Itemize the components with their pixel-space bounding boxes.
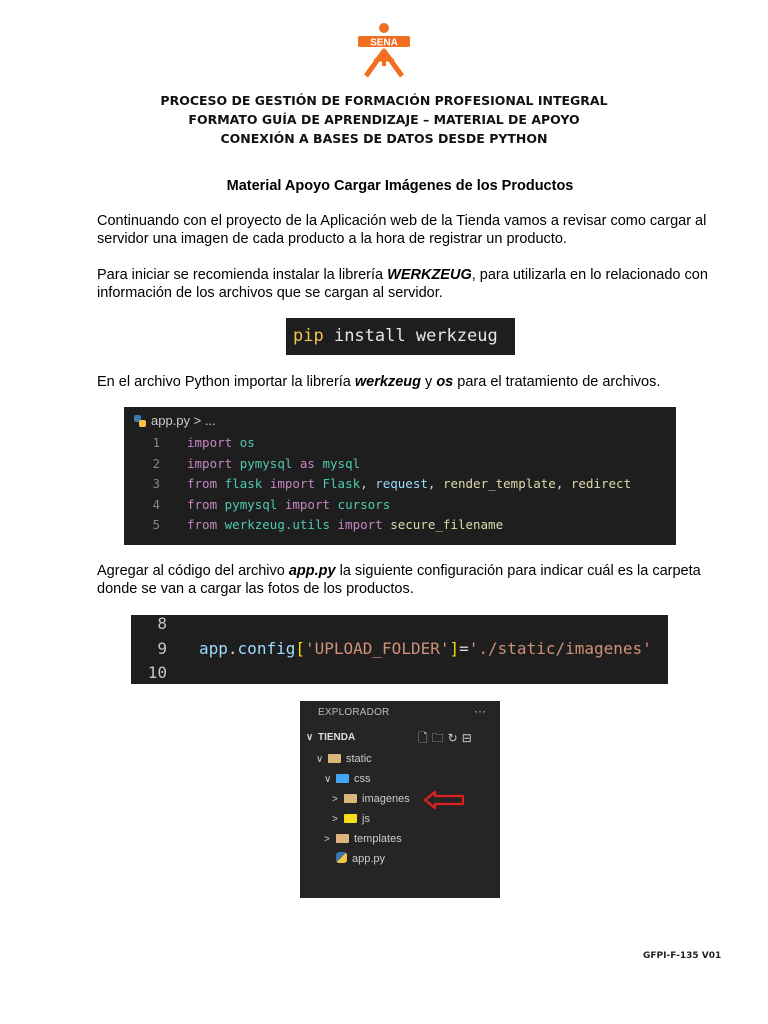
- code-token: render_template: [442, 476, 556, 491]
- code-token: import: [284, 496, 331, 512]
- line-number: 10: [147, 663, 167, 682]
- chevron-right-icon: >: [332, 814, 338, 825]
- chevron-right-icon: >: [324, 834, 330, 845]
- form-code: GFPI-F-135 V01: [643, 951, 722, 961]
- code-token: secure_filename: [390, 517, 504, 532]
- code-token: flask: [224, 476, 263, 491]
- code-token: ,: [360, 476, 376, 491]
- explorer-toolbar: [418, 729, 476, 750]
- code-line: [124, 433, 255, 453]
- code-token: .: [227, 638, 238, 658]
- line-number: 3: [152, 476, 160, 491]
- line-number: 8: [157, 615, 167, 633]
- root-label: TIENDA: [318, 732, 356, 743]
- code-token: 'UPLOAD_FOLDER': [304, 638, 450, 658]
- paragraph-import: [97, 373, 737, 391]
- line-number: 5: [152, 517, 160, 532]
- folder-icon: [344, 814, 357, 823]
- header-line-1: PROCESO DE GESTIÓN DE FORMACIÓN PROFESIONAL INTEGRAL: [160, 93, 608, 108]
- para2-before: Para iniciar se recomienda instalar la librería: [97, 267, 388, 283]
- tree-item-css[interactable]: [324, 769, 371, 789]
- terminal-cmd: pip: [293, 326, 324, 346]
- code-token: werkzeug.utils: [224, 517, 330, 532]
- para4-emphasis: app.py: [288, 563, 336, 579]
- code-token: [232, 435, 240, 450]
- tree-item-imagenes[interactable]: [332, 789, 410, 809]
- red-arrow-icon: [423, 790, 465, 810]
- code-line: [124, 515, 503, 535]
- para2-after: , para utilizarla en lo relacionado con información de los archivos que se cargan al servidor.: [97, 267, 708, 301]
- header-line-2: FORMATO GUÍA DE APRENDIZAJE – MATERIAL DE APOYO: [188, 112, 580, 127]
- line-number: 2: [152, 455, 160, 471]
- code-line: [131, 615, 199, 636]
- code-token: './static/imagenes': [468, 638, 652, 658]
- para3-emphasis-1: werkzeug: [354, 374, 421, 390]
- tree-item-label: imagenes: [362, 793, 410, 805]
- terminal-args: install werkzeug: [323, 326, 498, 346]
- paragraph-intro: Continuando con el proyecto de la Aplicación web de la Tienda vamos a revisar como cargar al servidor una imagen de cada producto a la hora de registrar un producto.: [97, 213, 707, 247]
- para3-before: En el archivo Python importar la librería: [97, 374, 355, 390]
- tree-item-js[interactable]: [332, 809, 370, 829]
- code-token: import: [187, 455, 233, 471]
- para3-mid: y: [421, 374, 437, 390]
- code-line: [124, 474, 631, 494]
- folder-icon: [344, 794, 357, 803]
- code-token: [217, 476, 225, 491]
- breadcrumb: [134, 413, 216, 428]
- code-token: [292, 456, 300, 471]
- breadcrumb-text: app.py > ...: [151, 413, 216, 428]
- para4-after: la siguiente configuración para indicar cuál es la carpeta donde se van a cargar las fotos de los productos.: [97, 563, 701, 597]
- explorer-root[interactable]: [306, 732, 355, 743]
- tree-item-static[interactable]: [316, 749, 372, 769]
- new-file-icon[interactable]: 🗋: [418, 731, 432, 745]
- code-token: os: [239, 435, 255, 450]
- line-number: 1: [152, 435, 160, 450]
- tree-item-label: templates: [354, 833, 402, 845]
- code-token: ,: [555, 476, 571, 491]
- chevron-down-icon: ∨: [316, 754, 324, 765]
- chevron-right-icon: >: [332, 794, 338, 805]
- tree-item-templates[interactable]: [324, 829, 402, 849]
- explorer-title: EXPLORADOR: [318, 707, 390, 718]
- refresh-icon[interactable]: ↻: [447, 731, 462, 745]
- document-title: Material Apoyo Cargar Imágenes de los Productos: [226, 178, 574, 194]
- code-token: request: [375, 476, 428, 491]
- header-line-3: CONEXIÓN A BASES DE DATOS DESDE PYTHON: [220, 131, 548, 146]
- code-token: app: [199, 638, 228, 658]
- para3-emphasis-2: os: [436, 374, 454, 390]
- code-token: =: [459, 638, 469, 658]
- line-number: 9: [157, 638, 167, 658]
- code-token: import: [269, 476, 315, 491]
- code-token: from: [187, 517, 218, 532]
- tree-item-label: static: [346, 753, 372, 765]
- folder-icon: [336, 774, 349, 783]
- code-token: pymysql: [224, 496, 278, 512]
- python-file-icon: [336, 852, 347, 863]
- code-token: [: [295, 638, 305, 658]
- para4-before: Agregar al código del archivo: [97, 563, 289, 579]
- para2-emphasis: WERKZEUG: [387, 267, 472, 283]
- new-folder-icon[interactable]: 🗀: [431, 731, 448, 745]
- chevron-down-icon: ∨: [324, 774, 332, 785]
- code-token: as: [299, 455, 315, 471]
- code-token: [262, 476, 270, 491]
- sena-logo: [352, 22, 416, 80]
- chevron-down-icon: ∨: [306, 732, 314, 743]
- code-token: [315, 456, 323, 471]
- terminal-command: [286, 318, 515, 355]
- tree-item-app-py[interactable]: [324, 849, 385, 869]
- paragraph-config: [97, 562, 737, 598]
- code-token: from: [187, 496, 218, 512]
- logo-text: SENA: [370, 37, 398, 49]
- code-token: [277, 497, 285, 512]
- code-token: redirect: [570, 476, 632, 491]
- line-number: 4: [152, 496, 160, 512]
- code-token: config: [237, 638, 296, 658]
- code-token: [330, 517, 338, 532]
- code-token: cursors: [337, 496, 391, 512]
- code-token: [315, 476, 323, 491]
- code-line: [131, 661, 199, 684]
- tree-item-label: js: [362, 813, 370, 825]
- code-token: [330, 497, 338, 512]
- code-token: import: [337, 517, 383, 532]
- file-explorer: [300, 701, 500, 898]
- code-token: import: [187, 435, 233, 450]
- code-token: ,: [427, 476, 443, 491]
- code-token: [232, 456, 240, 471]
- code-line: [124, 495, 390, 515]
- code-token: mysql: [322, 455, 361, 471]
- code-editor-imports: [124, 407, 676, 545]
- more-actions-icon[interactable]: ···: [474, 704, 486, 718]
- code-token: [217, 497, 225, 512]
- collapse-all-icon[interactable]: ⊟: [461, 731, 476, 745]
- code-line: [131, 637, 652, 661]
- tree-item-label: css: [354, 773, 371, 785]
- code-token: [217, 517, 225, 532]
- paragraph-install: [97, 266, 737, 302]
- para3-after: para el tratamiento de archivos.: [453, 374, 661, 390]
- code-token: ]: [449, 638, 460, 658]
- code-line: [124, 454, 360, 474]
- folder-icon: [336, 834, 349, 843]
- python-icon: [134, 415, 146, 427]
- tree-item-label: app.py: [352, 853, 386, 865]
- code-token: pymysql: [239, 455, 293, 471]
- code-editor-config: [131, 615, 668, 684]
- code-token: from: [187, 476, 218, 491]
- code-token: Flask: [322, 476, 361, 491]
- folder-icon: [328, 754, 341, 763]
